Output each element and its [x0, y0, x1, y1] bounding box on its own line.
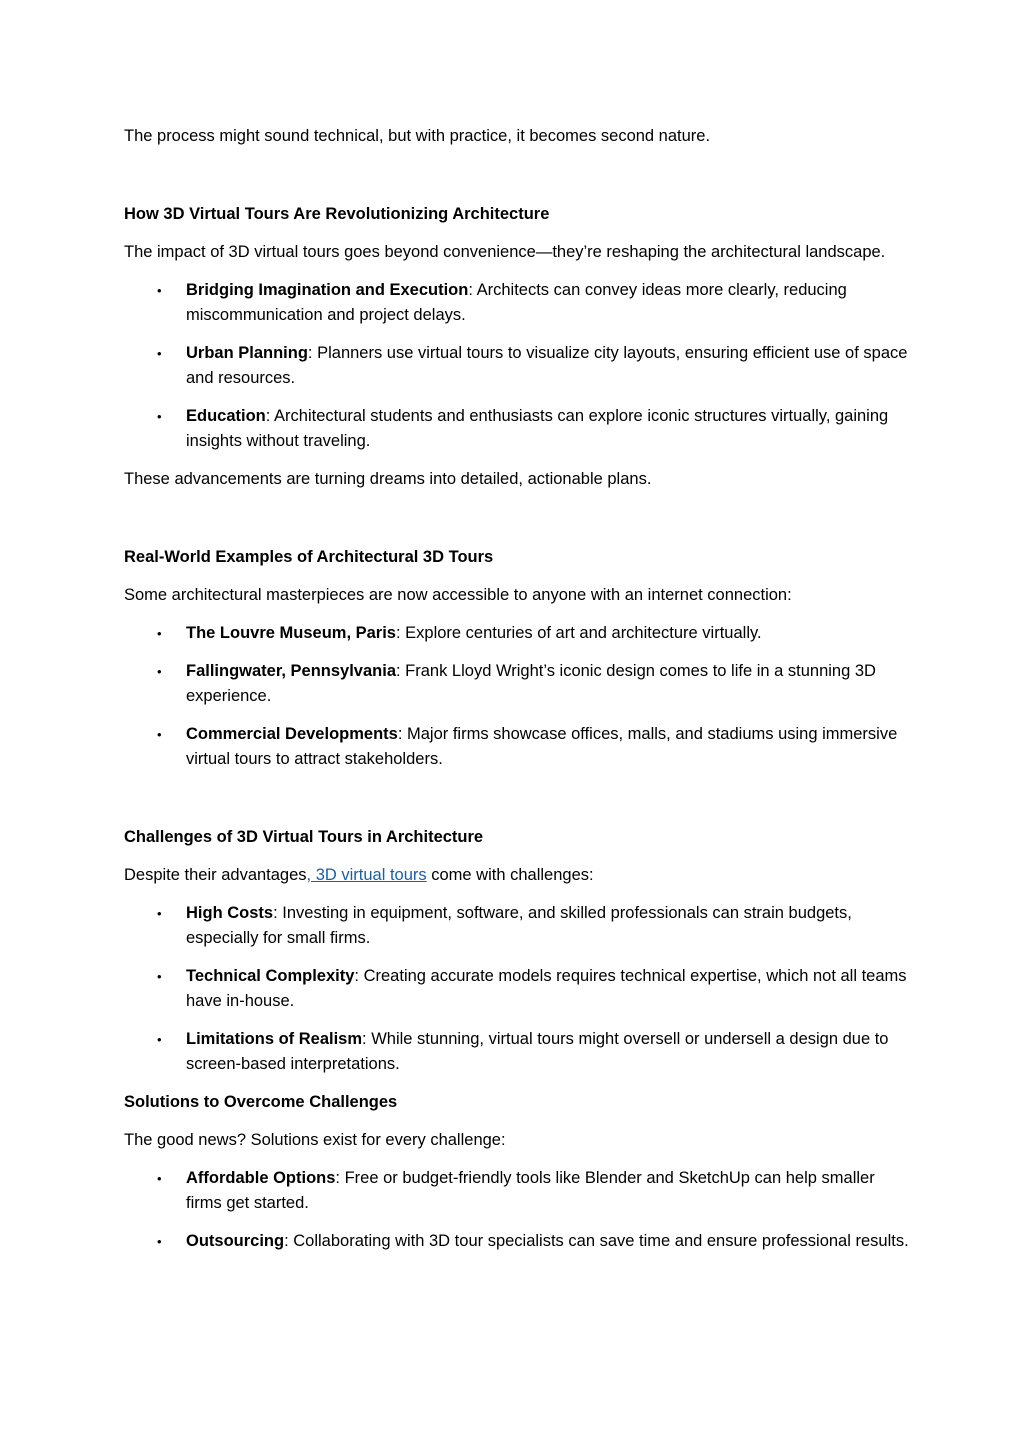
- bullet-icon: •: [157, 346, 162, 361]
- list-item: [124, 1027, 914, 1077]
- list-item-term: Affordable Options: [186, 1169, 336, 1187]
- list-item: [124, 278, 914, 328]
- bullet-icon: •: [157, 409, 162, 424]
- list-item-term: Outsourcing: [186, 1232, 285, 1250]
- list-item-text: : Free or budget-friendly tools like Blender and SketchUp can help smaller firms get started.: [186, 1169, 875, 1212]
- list-item-term: Commercial Developments: [186, 725, 398, 743]
- list-item-term: Fallingwater, Pennsylvania: [186, 662, 396, 680]
- section-heading-solutions: Solutions to Overcome Challenges: [124, 1093, 398, 1111]
- bullet-list-examples: [124, 621, 914, 772]
- list-item-text: : Architectural students and enthusiasts can explore iconic structures virtually, gaining insights without traveling.: [186, 407, 889, 450]
- section-lead-revolutionizing: The impact of 3D virtual tours goes beyond convenience—they’re reshaping the architectural landscape.: [124, 243, 886, 261]
- lead-text-before: Despite their advantages: [124, 866, 307, 884]
- list-item-text: : Frank Lloyd Wright’s iconic design comes to life in a stunning 3D experience.: [186, 662, 876, 705]
- intro-paragraph: The process might sound technical, but with practice, it becomes second nature.: [124, 127, 711, 145]
- list-item: [124, 722, 914, 772]
- bullet-list-revolutionizing: [124, 278, 914, 454]
- list-item: [124, 341, 914, 391]
- list-item-term: High Costs: [186, 904, 274, 922]
- list-item: [124, 404, 914, 454]
- list-item-text: : Architects can convey ideas more clearly, reducing miscommunication and project delays.: [186, 281, 847, 324]
- list-item-term: Urban Planning: [186, 344, 308, 362]
- bullet-icon: •: [157, 1171, 162, 1186]
- bullet-list-solutions: [124, 1166, 914, 1254]
- list-item-text: : Investing in equipment, software, and skilled professionals can strain budgets, especially for small firms.: [186, 904, 852, 947]
- bullet-icon: •: [157, 283, 162, 298]
- section-heading-revolutionizing: How 3D Virtual Tours Are Revolutionizing Architecture: [124, 205, 550, 223]
- document-page: [124, 124, 914, 1267]
- bullet-icon: •: [157, 727, 162, 742]
- section-lead-examples: Some architectural masterpieces are now accessible to anyone with an internet connection:: [124, 586, 792, 604]
- list-item: [124, 901, 914, 951]
- section-lead-solutions: The good news? Solutions exist for every challenge:: [124, 1131, 506, 1149]
- list-item-term: Technical Complexity: [186, 967, 355, 985]
- list-item-term: The Louvre Museum, Paris: [186, 624, 396, 642]
- list-item: [124, 1166, 914, 1216]
- bullet-icon: •: [157, 626, 162, 641]
- list-item: [124, 1229, 914, 1254]
- list-item-text: : Major firms showcase offices, malls, and stadiums using immersive virtual tours to attract stakeholders.: [186, 725, 898, 768]
- list-item-text: : Explore centuries of art and architecture virtually.: [395, 624, 762, 642]
- section-heading-challenges: Challenges of 3D Virtual Tours in Architecture: [124, 828, 484, 846]
- section-lead-challenges: [124, 863, 914, 888]
- bullet-list-challenges: [124, 901, 914, 1077]
- section-heading-examples: Real-World Examples of Architectural 3D Tours: [124, 548, 494, 566]
- list-item: [124, 964, 914, 1014]
- list-item-term: Education: [186, 407, 266, 425]
- list-item-text: : Planners use virtual tours to visualize city layouts, ensuring efficient use of space and resources.: [186, 344, 908, 387]
- list-item-text: : Creating accurate models requires technical expertise, which not all teams have in-house.: [186, 967, 907, 1010]
- bullet-icon: •: [157, 1032, 162, 1047]
- lead-text-after: come with challenges:: [426, 866, 594, 884]
- section-closing-revolutionizing: These advancements are turning dreams into detailed, actionable plans.: [124, 470, 652, 488]
- bullet-icon: •: [157, 906, 162, 921]
- bullet-icon: •: [157, 664, 162, 679]
- list-item-term: Bridging Imagination and Execution: [186, 281, 469, 299]
- bullet-icon: •: [157, 969, 162, 984]
- bullet-icon: •: [157, 1234, 162, 1249]
- list-item-term: Limitations of Realism: [186, 1030, 363, 1048]
- list-item: [124, 659, 914, 709]
- list-item-text: : Collaborating with 3D tour specialists can save time and ensure professional results.: [284, 1232, 909, 1250]
- 3d-virtual-tours-link[interactable]: , 3D virtual tours: [306, 866, 427, 884]
- list-item: [124, 621, 914, 646]
- list-item-text: : While stunning, virtual tours might oversell or undersell a design due to screen-based interpretations.: [186, 1030, 889, 1073]
